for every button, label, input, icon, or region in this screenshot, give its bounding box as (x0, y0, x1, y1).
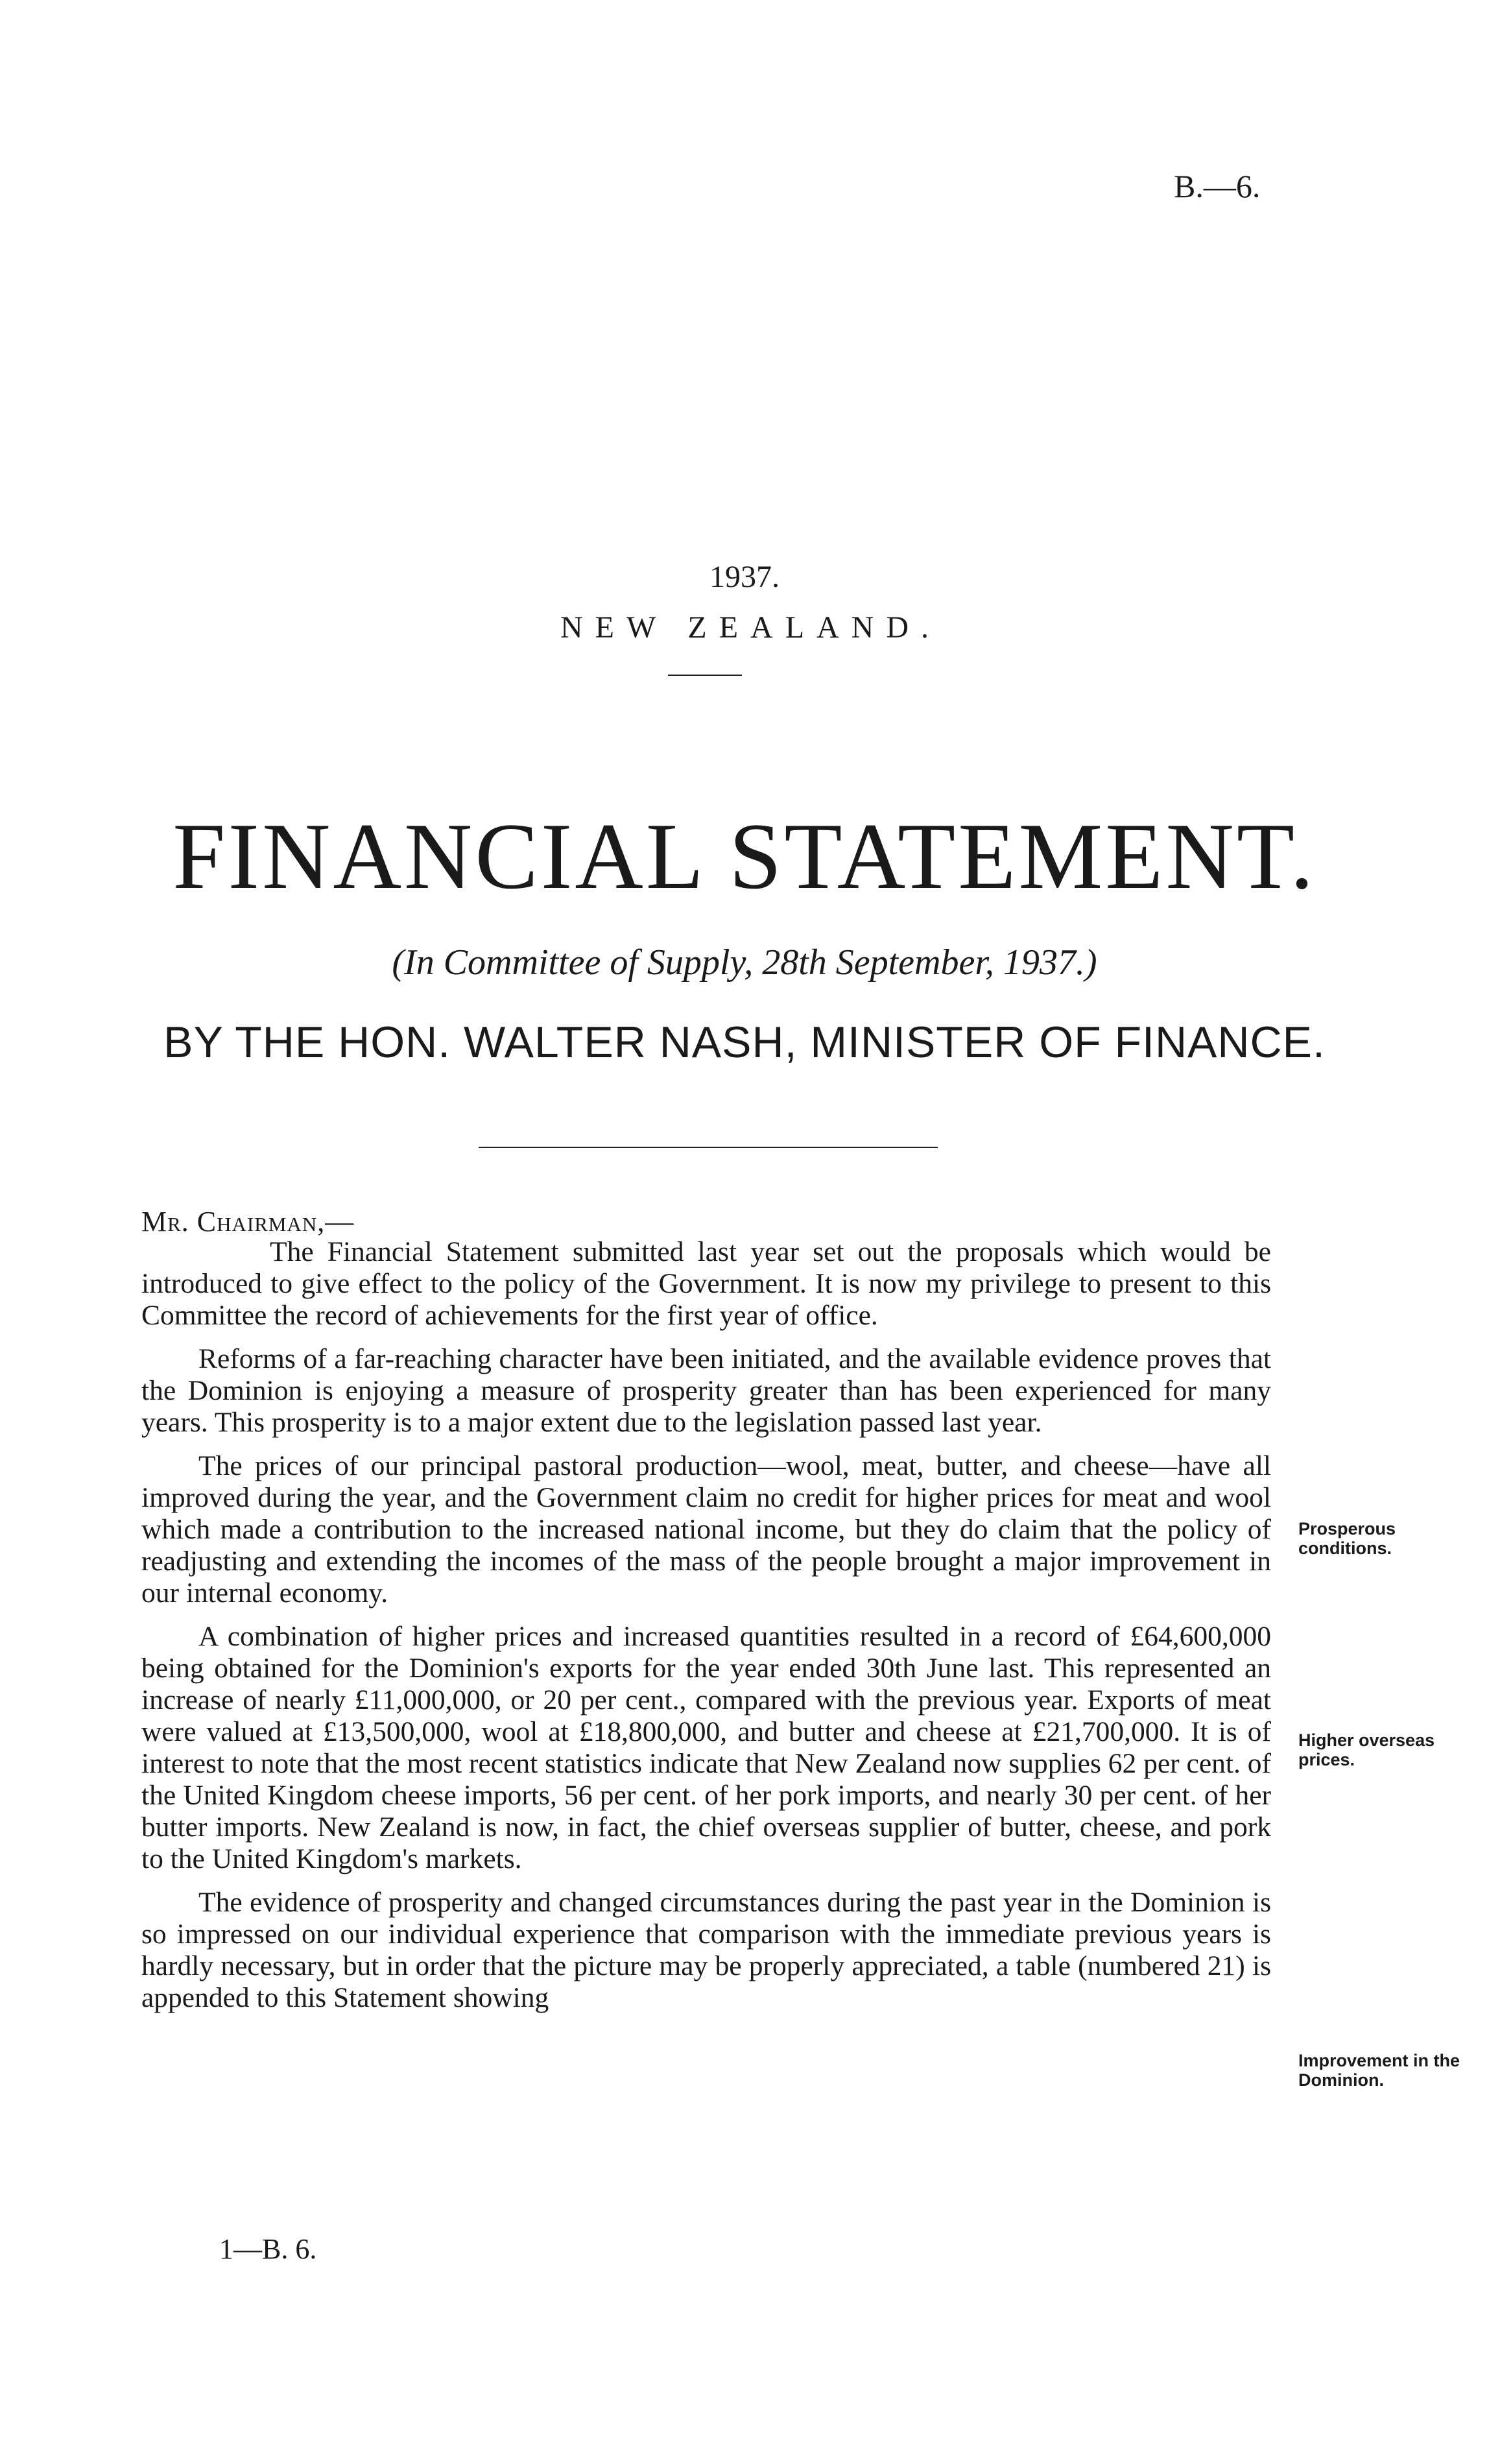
margin-note-prosperous-conditions: Prosperous conditions. (1298, 1519, 1396, 1558)
paragraph: The prices of our principal pastoral production—wool, meat, butter, and cheese—have all improved during the year, and the Government claim no credit for higher prices for meat and wool which made a contribution to the increased national income, but they do claim that the policy of readjusting and extending the incomes of the mass of the people brought a major improvement in our internal economy. (141, 1450, 1271, 1609)
country-heading: NEW ZEALAND. (560, 610, 942, 645)
page-title: FINANCIAL STATEMENT. (173, 804, 1316, 909)
paragraph: The evidence of prosperity and changed circumstances during the past year in the Dominion is so impressed on our individual experience that comparison with the immediate previous years is hardly necessary, but in order that the picture may be properly appreciated, a table (numbered 21) is appended to this Statement showing (141, 1887, 1271, 2013)
salutation: Mr. Chairman,— (141, 1206, 355, 1238)
short-divider (668, 675, 742, 676)
page-footer-reference: 1—B. 6. (219, 2233, 317, 2265)
subtitle: (In Committee of Supply, 28th September, 1937.) (392, 942, 1097, 983)
paragraph: The Financial Statement submitted last year set out the proposals which would be introduced to give effect to the policy of the Government. It is now my privilege to present to this Committee the record of achievements for the first year of office. (141, 1236, 1271, 1331)
paragraph: Reforms of a far-reaching character have been initiated, and the available evidence proves that the Dominion is enjoying a measure of prosperity greater than has been experienced for many years. This prosperity is to a major extent due to the legislation passed last year. (141, 1343, 1271, 1438)
byline: BY THE HON. WALTER NASH, MINISTER OF FINANCE. (163, 1018, 1326, 1067)
body-text (141, 1236, 1271, 2026)
margin-note-improvement-dominion: Improvement in the Dominion. (1298, 2051, 1460, 2090)
margin-note-higher-overseas-prices: Higher overseas prices. (1298, 1730, 1435, 1769)
paragraph: A combination of higher prices and increased quantities resulted in a record of £64,600,000 being obtained for the Dominion's exports for the year ended 30th June last. This represented an increase of nearly £11,000,000, or 20 per cent., compared with the previous year. Exports of meat were valued at £13,500,000, wool at £18,800,000, and butter and cheese at £21,700,000. It is of interest to note that the most recent statistics indicate that New Zealand now supplies 62 per cent. of the United Kingdom cheese imports, 56 per cent. of her pork imports, and nearly 30 per cent. of her butter imports. New Zealand is now, in fact, the chief overseas supplier of butter, cheese, and pork to the United Kingdom's markets. (141, 1621, 1271, 1874)
document-year: 1937. (709, 560, 780, 594)
long-divider (479, 1147, 938, 1148)
document-reference: B.—6. (1174, 168, 1261, 204)
